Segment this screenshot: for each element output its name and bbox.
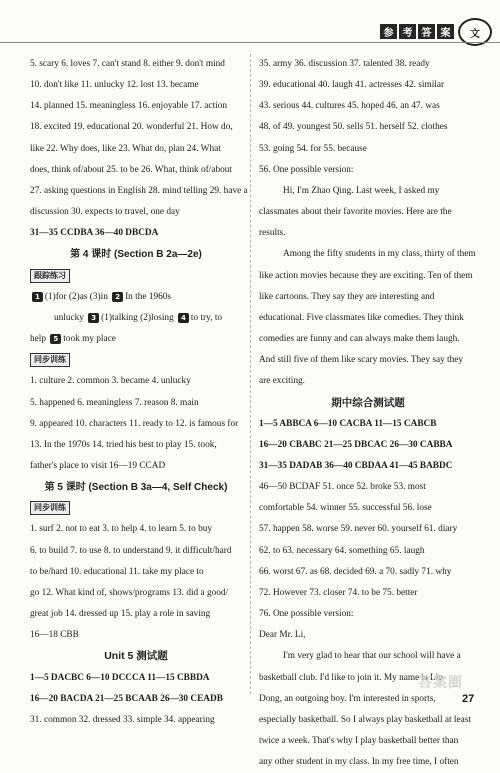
practice-text: In the 1960s: [125, 291, 172, 302]
answer-line: 1. surf 2. not to eat 3. to help 4. to learn 5. to buy: [30, 524, 213, 535]
tab-char: 参: [380, 24, 397, 39]
practice-text: (1)for (2)as (3)in: [44, 291, 108, 302]
answer-line: 16—18 CBB: [30, 630, 79, 641]
letter-line: Dong, an outgoing boy. I'm interested in sports,: [259, 693, 436, 704]
right-column: [259, 54, 477, 773]
answer-line: 1. culture 2. common 3. became 4. unlucky: [30, 376, 191, 387]
answer-line: 66. worst 67. as 68. decided 69. a 70. sadly 71. why: [259, 566, 452, 577]
answer-line: to be/hard 10. educational 11. take my place to: [30, 566, 204, 577]
answer-line: 53. going 54. for 55. because: [259, 143, 367, 154]
answer-line: 31. common 32. dressed 33. simple 34. appearing: [30, 714, 215, 725]
answer-line: 1—5 ABBCA 6—10 CACBA 11—15 CABCB: [259, 418, 437, 429]
answer-line: 10. don't like 11. unlucky 12. lost 13. became: [30, 80, 199, 91]
answer-line: father's place to visit 16—19 CCAD: [30, 460, 166, 471]
item-badge: 2: [112, 292, 123, 302]
answer-line: 16—20 BACDA 21—25 BCAAB 26—30 CEADB: [30, 693, 223, 704]
watermark: 答案圈: [418, 674, 463, 690]
lesson-5-heading: 第 5 课时 (Section B 3a—4, Self Check): [44, 482, 228, 494]
answer-line: 5. happened 6. meaningless 7. reason 8. main: [30, 397, 199, 408]
letter-line: I'm very glad to hear that our school will have a: [283, 651, 461, 662]
sync-training-tag: 同步训练: [30, 501, 70, 515]
answer-line: 48. of 49. youngest 50. sells 51. herself 52. clothes: [259, 122, 448, 133]
item-badge: 5: [50, 334, 61, 344]
answer-key-tab: [380, 24, 454, 39]
tab-char: 案: [437, 24, 454, 39]
header-rule: [0, 42, 500, 43]
practice-text: unlucky: [54, 312, 84, 323]
essay-line: like cartoons. They say they are interesting and: [259, 291, 435, 302]
answer-line: great job 14. dressed up 15. play a role in saving: [30, 609, 211, 620]
answer-line: comfortable 54. winner 55. successful 56. lose: [259, 503, 432, 514]
letter-line: twice a week. That's why I play basketball better than: [259, 736, 459, 746]
answer-line: 72. However 73. closer 74. to be 75. better: [259, 587, 418, 598]
answer-line: 46—50 BCDAF 51. once 52. broke 53. most: [259, 482, 426, 493]
answer-line: 76. One possible version:: [259, 609, 354, 620]
practice-tag: 跟踪练习: [30, 269, 70, 283]
page-number: 27: [462, 693, 475, 705]
answer-line: 57. happen 58. worse 59. never 60. yourself 61. diary: [259, 524, 458, 535]
answer-line: 35. army 36. discussion 37. talented 38. ready: [259, 59, 430, 69]
essay-line: Hi, I'm Zhao Qing. Last week, I asked my: [283, 185, 440, 196]
practice-text: help: [30, 334, 47, 345]
answer-line: 5. scary 6. loves 7. can't stand 8. either 9. don't mind: [30, 59, 225, 69]
item-badge: 4: [178, 313, 189, 323]
item-badge: 1: [32, 292, 43, 302]
practice-line: [30, 308, 242, 329]
practice-text: took my place: [63, 334, 116, 345]
page-header: [0, 0, 500, 46]
practice-line: [30, 287, 242, 308]
essay-line: are exciting.: [259, 376, 305, 387]
answer-line: 31—35 DADAB 36—40 CBDAA 41—45 BABDC: [259, 460, 453, 471]
sync-training-tag: 同步训练: [30, 353, 70, 367]
answer-line: 39. educational 40. laugh 41. actresses 42. similar: [259, 80, 445, 91]
answer-line: 62. to 63. necessary 64. something 65. laugh: [259, 545, 425, 556]
answer-line: does, think of/about 25. to be 26. What, think of/about: [30, 164, 233, 175]
essay-line: classmates about their favorite movies. Here are the: [259, 207, 452, 218]
essay-line: Among the fifty students in my class, thirty of them: [283, 249, 476, 260]
logo-text: 文: [470, 28, 480, 40]
lesson-4-heading: 第 4 课时 (Section B 2a—2e): [70, 249, 202, 261]
practice-text: (1)talking (2)losing: [101, 312, 174, 323]
answer-line: 13. In the 1970s 14. tried his best to play 15. took,: [30, 439, 217, 450]
answer-line: 56. One possible version:: [259, 164, 354, 175]
tab-char: 答: [418, 24, 435, 39]
essay-line: comedies are funny and can always make them laugh.: [259, 334, 460, 345]
essay-line: And still five of them like scary movies. They say they: [259, 355, 464, 366]
column-divider: [250, 54, 251, 694]
letter-line: basketball club. I'd like to join it. My name is Liu: [259, 672, 443, 683]
answer-line: 43. serious 44. cultures 45. hoped 46. an 47. was: [259, 101, 440, 112]
answer-line: 9. appeared 10. characters 11. ready to 12. is famous for: [30, 418, 239, 429]
tab-char: 考: [399, 24, 416, 39]
essay-line: like action movies because they are exciting. Ten of them: [259, 270, 473, 281]
essay-line: results.: [259, 228, 286, 239]
answer-line: 1—5 DACBC 6—10 DCCCA 11—15 CBBDA: [30, 672, 210, 683]
left-column: [30, 54, 248, 731]
letter-line: any other student in my class. In my free time, I often: [259, 757, 459, 768]
answer-line: 27. asking questions in English 28. mind telling 29. have a: [30, 185, 248, 196]
essay-line: educational. Five classmates like comedies. They think: [259, 312, 464, 323]
letter-line: Dear Mr. Li,: [259, 630, 306, 641]
answer-line: discussion 30. expects to travel, one day: [30, 207, 180, 218]
answer-line: 18. excited 19. educational 20. wonderful 21. How do,: [30, 122, 233, 133]
answer-line: go 12. What kind of, shows/programs 13. did a good/: [30, 587, 229, 598]
answer-line: 16—20 CBABC 21—25 DBCAC 26—30 CABBA: [259, 439, 453, 450]
answer-line: 31—35 CCDBA 36—40 DBCDA: [30, 228, 159, 239]
answer-line: 6. to build 7. to use 8. to understand 9. it difficult/hard: [30, 545, 232, 556]
item-badge: 3: [88, 313, 99, 323]
answer-line: like 22. Why does, like 23. What do, plan 24. What: [30, 143, 221, 154]
answer-line: 14. planned 15. meaningless 16. enjoyable 17. action: [30, 101, 227, 112]
practice-text: to try, to: [190, 312, 223, 323]
midterm-test-heading: 期中综合测试题: [331, 396, 405, 409]
letter-line: especially basketball. So I always play basketball at least: [259, 714, 471, 725]
unit-5-test-heading: Unit 5 测试题: [104, 650, 168, 663]
practice-line: [30, 329, 242, 350]
